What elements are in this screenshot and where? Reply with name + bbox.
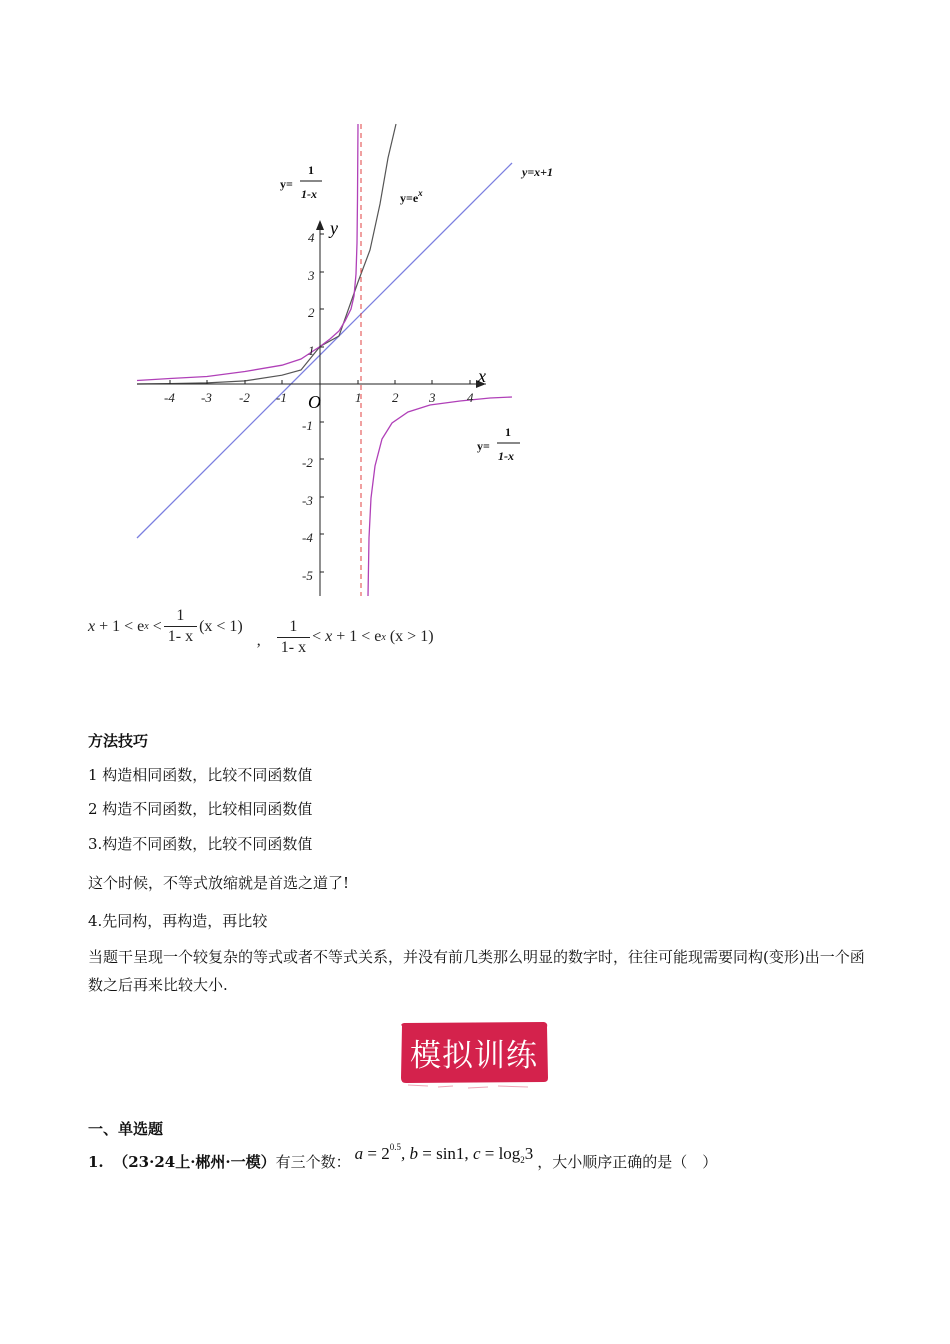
curve-recip-left xyxy=(137,124,358,381)
inequality-formula: x + 1 < e x < $\frac{1}{1- x}$ (x < 1) , $\frac{1}{1- x}$ < x + 1 < e x (x > 1) xyxy=(88,607,434,656)
y-tick-label: 4 xyxy=(308,230,315,245)
question-number: 1. xyxy=(88,1152,104,1171)
method-item: 这个时候，不等式放缩就是首选之道了! xyxy=(88,874,350,892)
inequality-right: $\frac{1}{1- x}$ < x + 1 < e x (x > 1) xyxy=(275,617,434,658)
y-tick-label: -3 xyxy=(302,493,313,508)
label-recip-top xyxy=(280,163,322,201)
question-prefix: 有三个数： xyxy=(275,1153,351,1171)
x-tick-label: 4 xyxy=(467,390,474,405)
y-tick-label: -4 xyxy=(302,530,313,545)
x-tick-label: -4 xyxy=(164,390,175,405)
y-axis-arrow xyxy=(316,220,324,230)
x-tick-label: -3 xyxy=(201,390,212,405)
y-axis-label: y xyxy=(330,218,338,238)
inequality-left: x + 1 < e x < $\frac{1}{1- x}$ (x < 1) xyxy=(88,607,243,645)
line-y-x-plus-1 xyxy=(137,163,512,538)
x-tick-label: 3 xyxy=(429,390,436,405)
svg-text:1-x: 1-x xyxy=(498,449,514,463)
question-math: $a = 2^{0.5}$, b = sin1, $c = \log_23$ xyxy=(354,1142,534,1165)
method-item: 2 构造不同函数，比较相同函数值 xyxy=(88,800,313,818)
x-tick-label: -2 xyxy=(239,390,250,405)
method-item: 3.构造不同函数，比较不同函数值 xyxy=(88,835,313,853)
label-line: y=x+1 xyxy=(522,165,554,179)
x-tick-label: 1 xyxy=(355,390,362,405)
question-1 xyxy=(88,1142,718,1173)
y-tick-label: -5 xyxy=(302,568,313,583)
label-recip-bottom xyxy=(477,425,520,463)
label-exp xyxy=(400,188,423,205)
y-tick-label: 3 xyxy=(308,268,315,283)
method-title: 方法技巧 xyxy=(88,732,149,750)
y-tick-label: -2 xyxy=(302,455,313,470)
svg-text:1: 1 xyxy=(308,163,314,177)
question-source: （23·24上·郴州·一模） xyxy=(113,1153,276,1171)
y-tick-label: 2 xyxy=(308,305,315,320)
svg-text:1-x: 1-x xyxy=(301,187,317,201)
method-paragraph: 当题干呈现一个较复杂的等式或者不等式关系，并没有前几类那么明显的数字时，往往可能现需要同构(变形)出一个函数之后再来比较大小. xyxy=(88,948,865,994)
question-suffix: ，大小顺序正确的是（ ） xyxy=(537,1153,718,1171)
y-tick-label: 1 xyxy=(308,343,315,358)
practice-stamp xyxy=(398,1020,550,1090)
svg-text:1: 1 xyxy=(505,425,511,439)
stamp-text: 模拟训练 xyxy=(410,1038,538,1074)
svg-text:y=: y= xyxy=(280,177,293,191)
method-item: 4.先同构，再构造，再比较 xyxy=(88,912,268,930)
svg-text:y=ex: $y=e^x$ xyxy=(400,188,423,205)
svg-text:y=: y= xyxy=(477,439,490,453)
origin-label: O xyxy=(308,392,321,412)
x-tick-label: 2 xyxy=(392,390,399,405)
x-axis-label: x xyxy=(478,366,486,386)
curve-recip-right xyxy=(368,397,512,596)
function-graph xyxy=(130,118,580,600)
method-item: 1 构造相同函数，比较不同函数值 xyxy=(88,766,313,784)
y-tick-label: -1 xyxy=(302,418,313,433)
section-title: 一、单选题 xyxy=(88,1120,164,1138)
x-tick-label: -1 xyxy=(276,390,287,405)
